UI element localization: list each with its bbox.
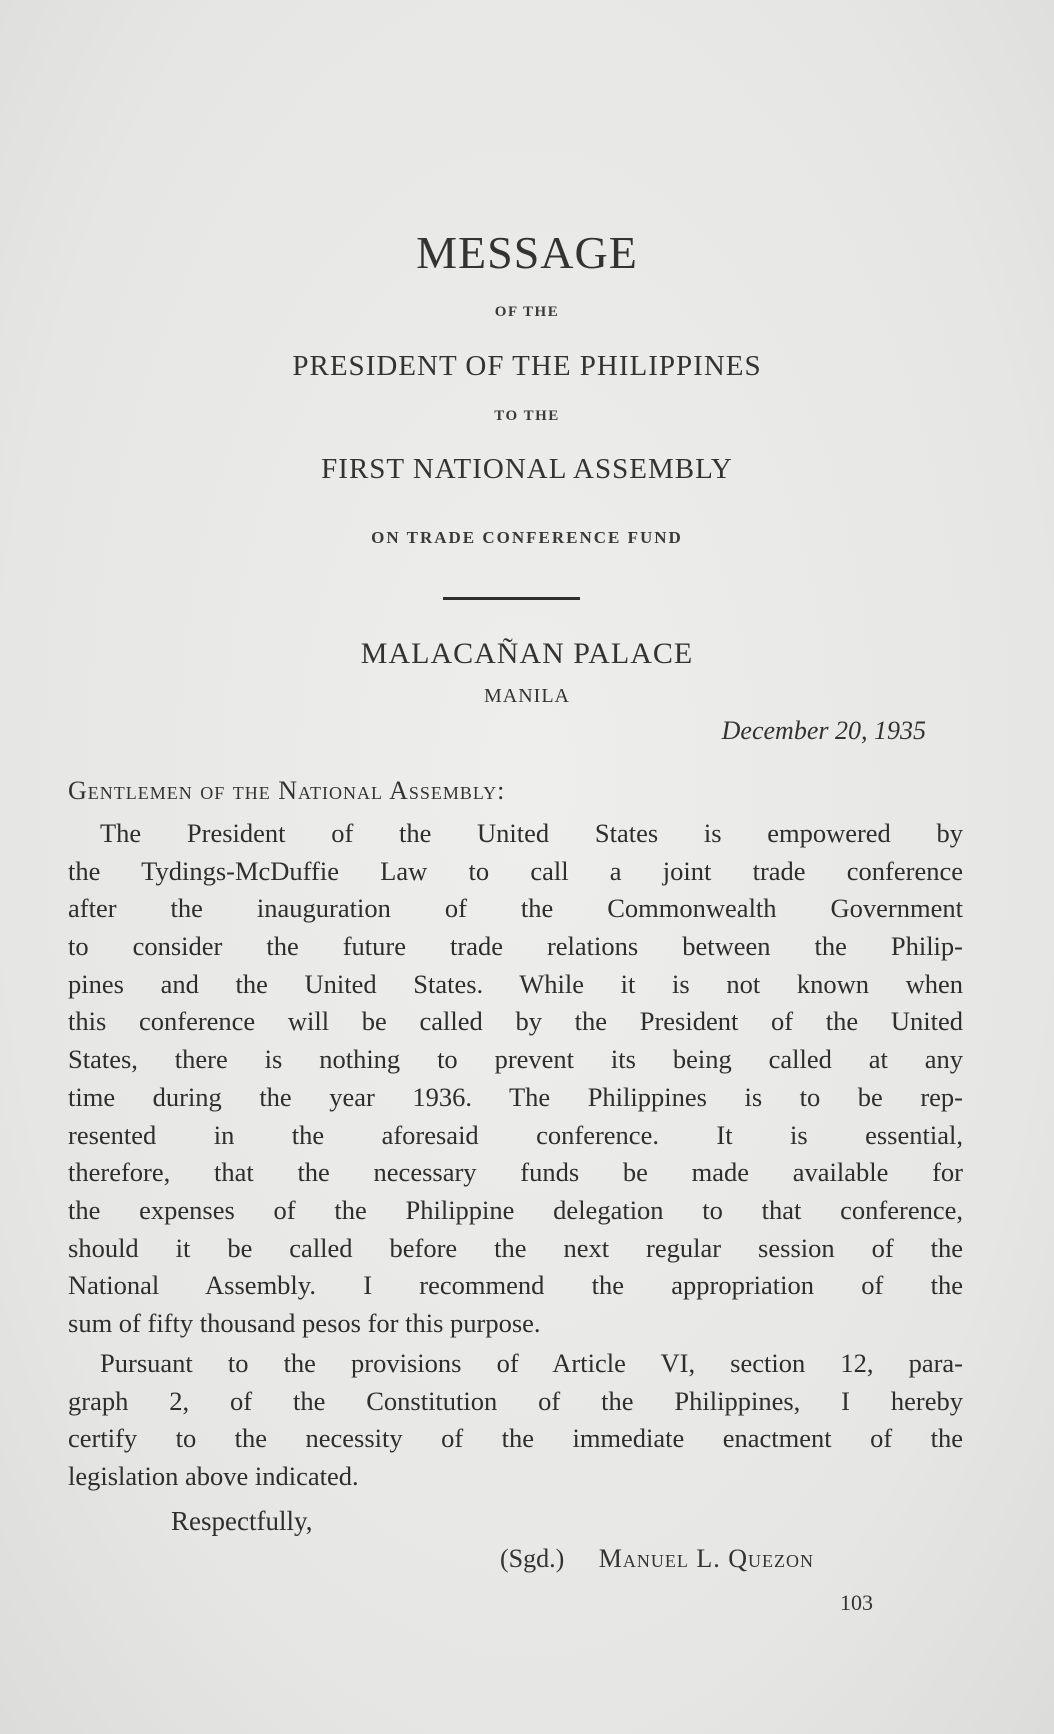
paragraph-line: therefore, that the necessary funds be made available for: [68, 1157, 963, 1188]
to-the-label: TO THE: [494, 408, 560, 424]
assembly-line: FIRST NATIONAL ASSEMBLY: [321, 453, 733, 485]
message-date: December 20, 1935: [721, 716, 926, 745]
president-line: PRESIDENT OF THE PHILIPPINES: [292, 350, 762, 382]
paragraph-2: [68, 1345, 963, 1496]
paragraph-line: the expenses of the Philippine delegation to that conference,: [68, 1194, 963, 1225]
paragraph-line: to consider the future trade relations between the Philip-: [68, 931, 963, 962]
paragraph-line: should it be called before the next regular session of the: [68, 1232, 963, 1263]
signer-name: Manuel L. Quezon: [598, 1544, 815, 1573]
paragraph-line: pines and the United States. While it is not known when: [68, 968, 963, 999]
of-the-label: OF THE: [494, 304, 560, 320]
paragraph-line: sum of fifty thousand pesos for this purpose.: [68, 1307, 541, 1338]
paragraph-line: time during the year 1936. The Philippines is to be rep-: [68, 1081, 963, 1112]
palace-name: MALACAÑAN PALACE: [360, 637, 694, 670]
paragraph-line: National Assembly. I recommend the appropriation of the: [68, 1270, 963, 1301]
divider-rule: [443, 597, 580, 600]
signature-block: [500, 1544, 814, 1574]
signed-marker: (Sgd.): [500, 1544, 565, 1573]
paragraph-1: [68, 815, 963, 1343]
paragraph-line: the Tydings-McDuffie Law to call a joint trade conference: [68, 855, 963, 886]
closing-respectfully: Respectfully,: [171, 1506, 313, 1536]
paragraph-line: legislation above indicated.: [68, 1461, 359, 1492]
paragraph-line: graph 2, of the Constitution of the Philippines, I hereby: [68, 1385, 963, 1416]
paragraph-line: resented in the aforesaid conference. It is essential,: [68, 1119, 963, 1150]
paragraph-line: States, there is nothing to prevent its being called at any: [68, 1044, 963, 1075]
page-number: 103: [840, 1590, 873, 1615]
paragraph-line: certify to the necessity of the immediate enactment of the: [68, 1423, 963, 1454]
paragraph-line: Pursuant to the provisions of Article VI, section 12, para-: [100, 1348, 963, 1378]
paragraph-line: this conference will be called by the President of the United: [68, 1006, 963, 1037]
city-name: MANILA: [484, 685, 570, 707]
paragraph-line: The President of the United States is empowered by: [100, 818, 963, 848]
paragraph-line: after the inauguration of the Commonwealth Government: [68, 893, 963, 924]
subject-line: ON TRADE CONFERENCE FUND: [371, 528, 683, 547]
salutation: Gentlemen of the National Assembly:: [68, 776, 506, 805]
document-title: MESSAGE: [416, 227, 638, 278]
